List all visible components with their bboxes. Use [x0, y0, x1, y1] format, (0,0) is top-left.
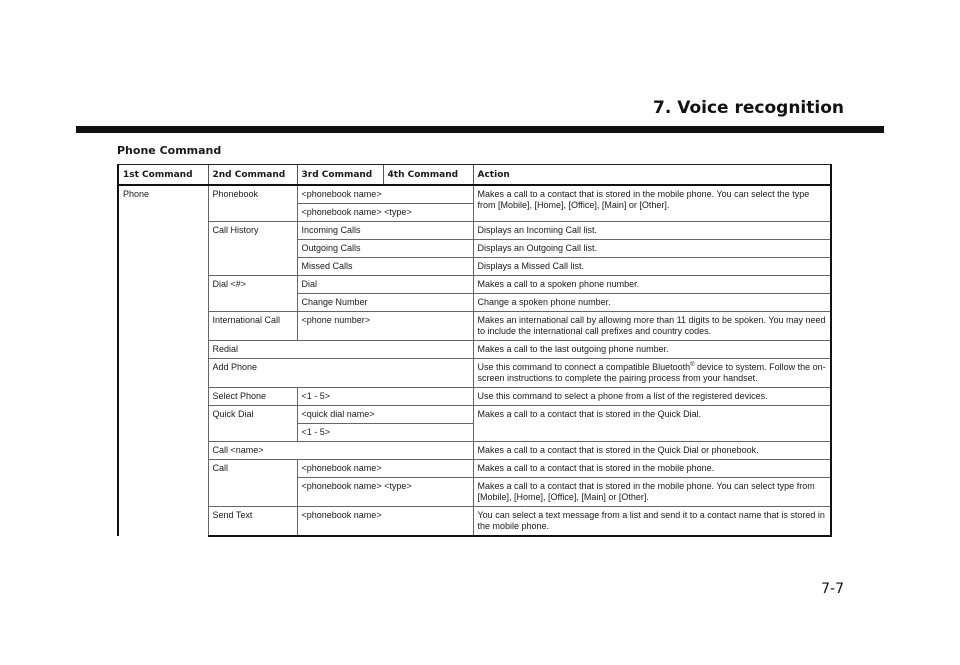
table-row [118, 341, 831, 359]
table-header-row [118, 165, 831, 186]
cmd-send-text: Send Text [208, 507, 297, 537]
action-select-phone: Use this command to select a phone from a list of the registered devices. [473, 388, 831, 406]
table-row [118, 222, 831, 240]
table-row [118, 460, 831, 478]
cmd-call-history: Call History [208, 222, 297, 276]
action-phonebook: Makes a call to a contact that is stored in the mobile phone. You can select the type from [Mobile], [Home], [Office], [Main] or [Other]. [473, 185, 831, 222]
cmd-missed-calls: Missed Calls [297, 258, 473, 276]
table-row [118, 406, 831, 424]
header-1st-command: 1st Command [118, 165, 208, 186]
cmd-select-phone: Select Phone [208, 388, 297, 406]
cmd-call: Call [208, 460, 297, 507]
cmd-quick-dial: Quick Dial [208, 406, 297, 442]
cmd-call-phonebook-name-type: <phonebook name> <type> [297, 478, 473, 507]
header-4th-command: 4th Command [383, 165, 473, 186]
action-quick-dial: Makes a call to a contact that is stored in the Quick Dial. [473, 406, 831, 442]
action-add-phone-pre: Use this command to connect a compatible Bluetooth [477, 362, 691, 372]
table-title: Phone Command [117, 144, 222, 157]
table-row [118, 312, 831, 341]
cmd-phone-number: <phone number> [297, 312, 473, 341]
action-incoming-calls: Displays an Incoming Call list. [473, 222, 831, 240]
cmd-phonebook-name: <phonebook name> [297, 185, 473, 204]
cmd-change-number: Change Number [297, 294, 473, 312]
table-row [118, 507, 831, 537]
action-change-number: Change a spoken phone number. [473, 294, 831, 312]
header-rule [76, 126, 884, 133]
first-command-phone: Phone [118, 185, 208, 536]
action-add-phone [473, 359, 831, 388]
cmd-redial: Redial [208, 341, 473, 359]
page-number: 7-7 [821, 581, 844, 597]
registered-mark: ® [690, 362, 695, 368]
cmd-quick-dial-name: <quick dial name> [297, 406, 473, 424]
cmd-dial-number: Dial <#> [208, 276, 297, 312]
action-call-phonebook-name-type: Makes a call to a contact that is stored in the mobile phone. You can select type from [Mobile], [Home], [Office], [Main] or [Other]. [473, 478, 831, 507]
cmd-incoming-calls: Incoming Calls [297, 222, 473, 240]
table-row [118, 442, 831, 460]
cmd-call-phonebook-name: <phonebook name> [297, 460, 473, 478]
action-call-name: Makes a call to a contact that is stored in the Quick Dial or phonebook. [473, 442, 831, 460]
cmd-phonebook: Phonebook [208, 185, 297, 222]
action-dial: Makes a call to a spoken phone number. [473, 276, 831, 294]
action-outgoing-calls: Displays an Outgoing Call list. [473, 240, 831, 258]
cmd-send-text-phonebook-name: <phonebook name> [297, 507, 473, 537]
action-missed-calls: Displays a Missed Call list. [473, 258, 831, 276]
header-2nd-command: 2nd Command [208, 165, 297, 186]
cmd-call-name: Call <name> [208, 442, 473, 460]
action-redial: Makes a call to the last outgoing phone number. [473, 341, 831, 359]
phone-command-table [117, 164, 832, 537]
action-international-call: Makes an international call by allowing more than 11 digits to be spoken. You may need to include the international call prefixes and country codes. [473, 312, 831, 341]
cmd-international-call: International Call [208, 312, 297, 341]
action-add-phone-post: device to system. Follow the on-screen instructions to complete the pairing process from your handset. [477, 362, 826, 383]
table-row [118, 359, 831, 388]
header-action: Action [473, 165, 831, 186]
table-row [118, 276, 831, 294]
cmd-quick-dial-range: <1 - 5> [297, 424, 473, 442]
cmd-select-range: <1 - 5> [297, 388, 473, 406]
action-call-phonebook-name: Makes a call to a contact that is stored in the mobile phone. [473, 460, 831, 478]
cmd-dial: Dial [297, 276, 473, 294]
action-send-text: You can select a text message from a list and send it to a contact name that is stored in the mobile phone. [473, 507, 831, 537]
cmd-add-phone: Add Phone [208, 359, 473, 388]
table-row [118, 185, 831, 204]
cmd-phonebook-name-type: <phonebook name> <type> [297, 204, 473, 222]
table-row [118, 388, 831, 406]
cmd-outgoing-calls: Outgoing Calls [297, 240, 473, 258]
section-title: 7. Voice recognition [653, 98, 844, 118]
header-3rd-command: 3rd Command [297, 165, 383, 186]
